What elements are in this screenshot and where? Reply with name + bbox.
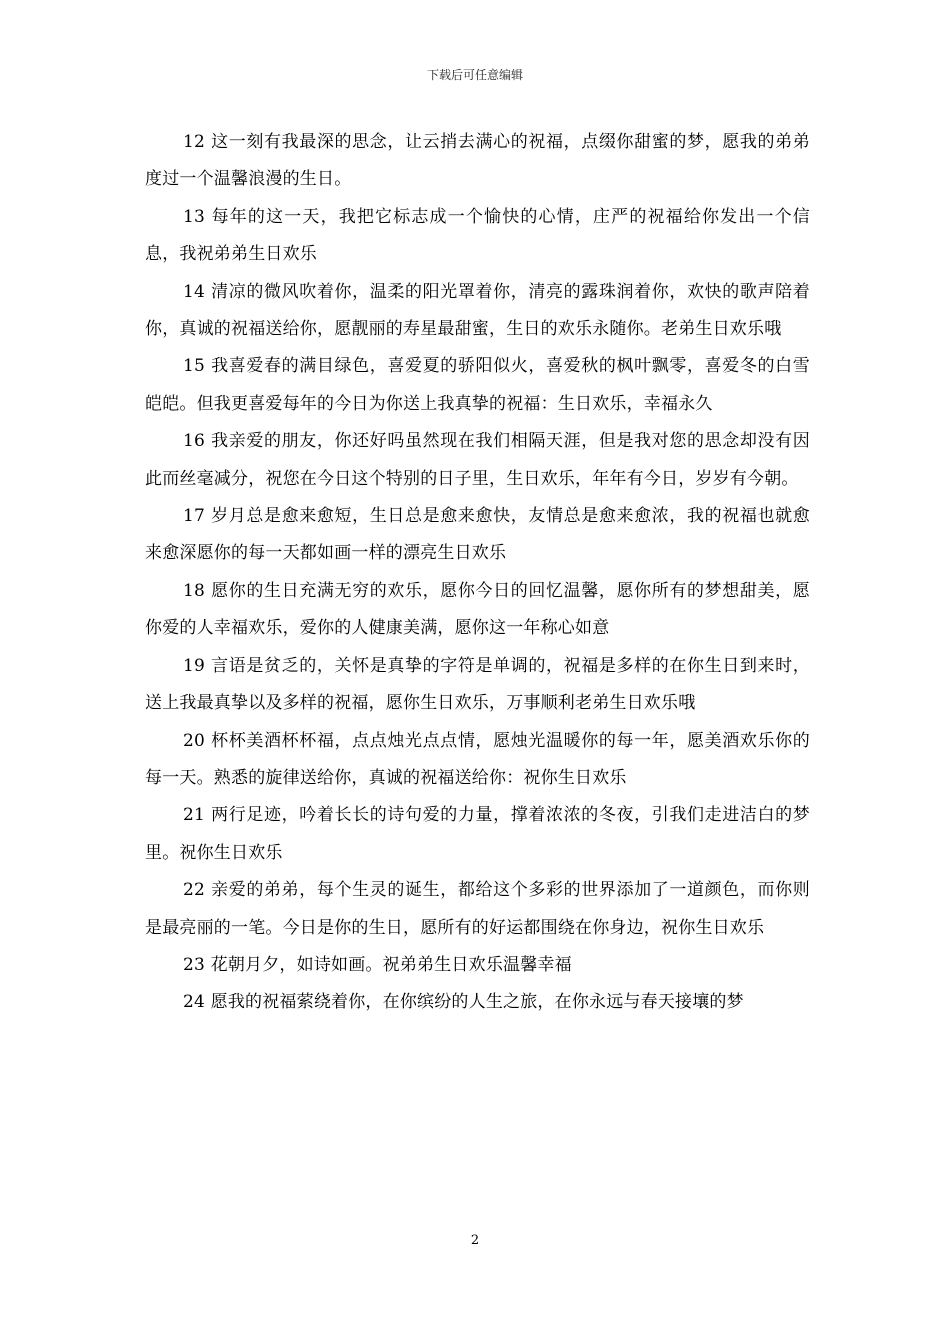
paragraph-24: 24 愿我的祝福萦绕着你，在你缤纷的人生之旅，在你永远与春天接壤的梦 xyxy=(183,992,744,1013)
document-body xyxy=(145,124,810,1022)
paragraph-20: 20 杯杯美酒杯杯福，点点烛光点点情，愿烛光温暖你的每一年，愿美酒欢乐你的每一天。熟悉的旋律送给你，真诚的祝福送给你：祝你生日欢乐 xyxy=(145,730,810,788)
paragraph-21: 21 两行足迹，吟着长长的诗句爱的力量，撑着浓浓的冬夜，引我们走进洁白的梦里。祝你生日欢乐 xyxy=(145,805,810,863)
paragraph-18: 18 愿你的生日充满无穷的欢乐，愿你今日的回忆温馨，愿你所有的梦想甜美，愿你爱的人幸福欢乐，爱你的人健康美满，愿你这一年称心如意 xyxy=(145,580,810,639)
paragraph-14: 14 清凉的微风吹着你，温柔的阳光罩着你，清亮的露珠润着你，欢快的歌声陪着你，真诚的祝福送给你，愿靓丽的寿星最甜蜜，生日的欢乐永随你。老弟生日欢乐哦 xyxy=(145,281,810,340)
page-number: 2 xyxy=(470,1233,480,1248)
paragraph-16: 16 我亲爱的朋友，你还好吗虽然现在我们相隔天涯，但是我对您的思念却没有因此而丝毫减分，祝您在今日这个特别的日子里，生日欢乐，年年有今日，岁岁有今朝。 xyxy=(145,431,810,489)
paragraph-12: 12 这一刻有我最深的思念，让云捎去满心的祝福，点缀你甜蜜的梦，愿我的弟弟度过一个温馨浪漫的生日。 xyxy=(145,132,810,190)
paragraph-23: 23 花朝月夕，如诗如画。祝弟弟生日欢乐温馨幸福 xyxy=(183,954,572,975)
paragraph-17: 17 岁月总是愈来愈短，生日总是愈来愈快，友情总是愈来愈浓，我的祝福也就愈来愈深愿你的每一天都如画一样的漂亮生日欢乐 xyxy=(145,506,810,564)
paragraph-19: 19 言语是贫乏的，关怀是真挚的字符是单调的，祝福是多样的在你生日到来时，送上我最真挚以及多样的祝福，愿你生日欢乐，万事顺利老弟生日欢乐哦 xyxy=(145,655,810,714)
paragraph-15: 15 我喜爱春的满目绿色，喜爱夏的骄阳似火，喜爱秋的枫叶飘零，喜爱冬的白雪皑皑。但我更喜爱每年的今日为你送上我真挚的祝福：生日欢乐，幸福永久 xyxy=(145,356,810,414)
paragraph-13: 13 每年的这一天，我把它标志成一个愉快的心情，庄严的祝福给你发出一个信息，我祝弟弟生日欢乐 xyxy=(145,206,810,265)
page-header: 下载后可任意编辑 xyxy=(426,68,523,82)
paragraph-22: 22 亲爱的弟弟，每个生灵的诞生，都给这个多彩的世界添加了一道颜色，而你则是最亮丽的一笔。今日是你的生日，愿所有的好运都围绕在你身边，祝你生日欢乐 xyxy=(145,880,810,938)
